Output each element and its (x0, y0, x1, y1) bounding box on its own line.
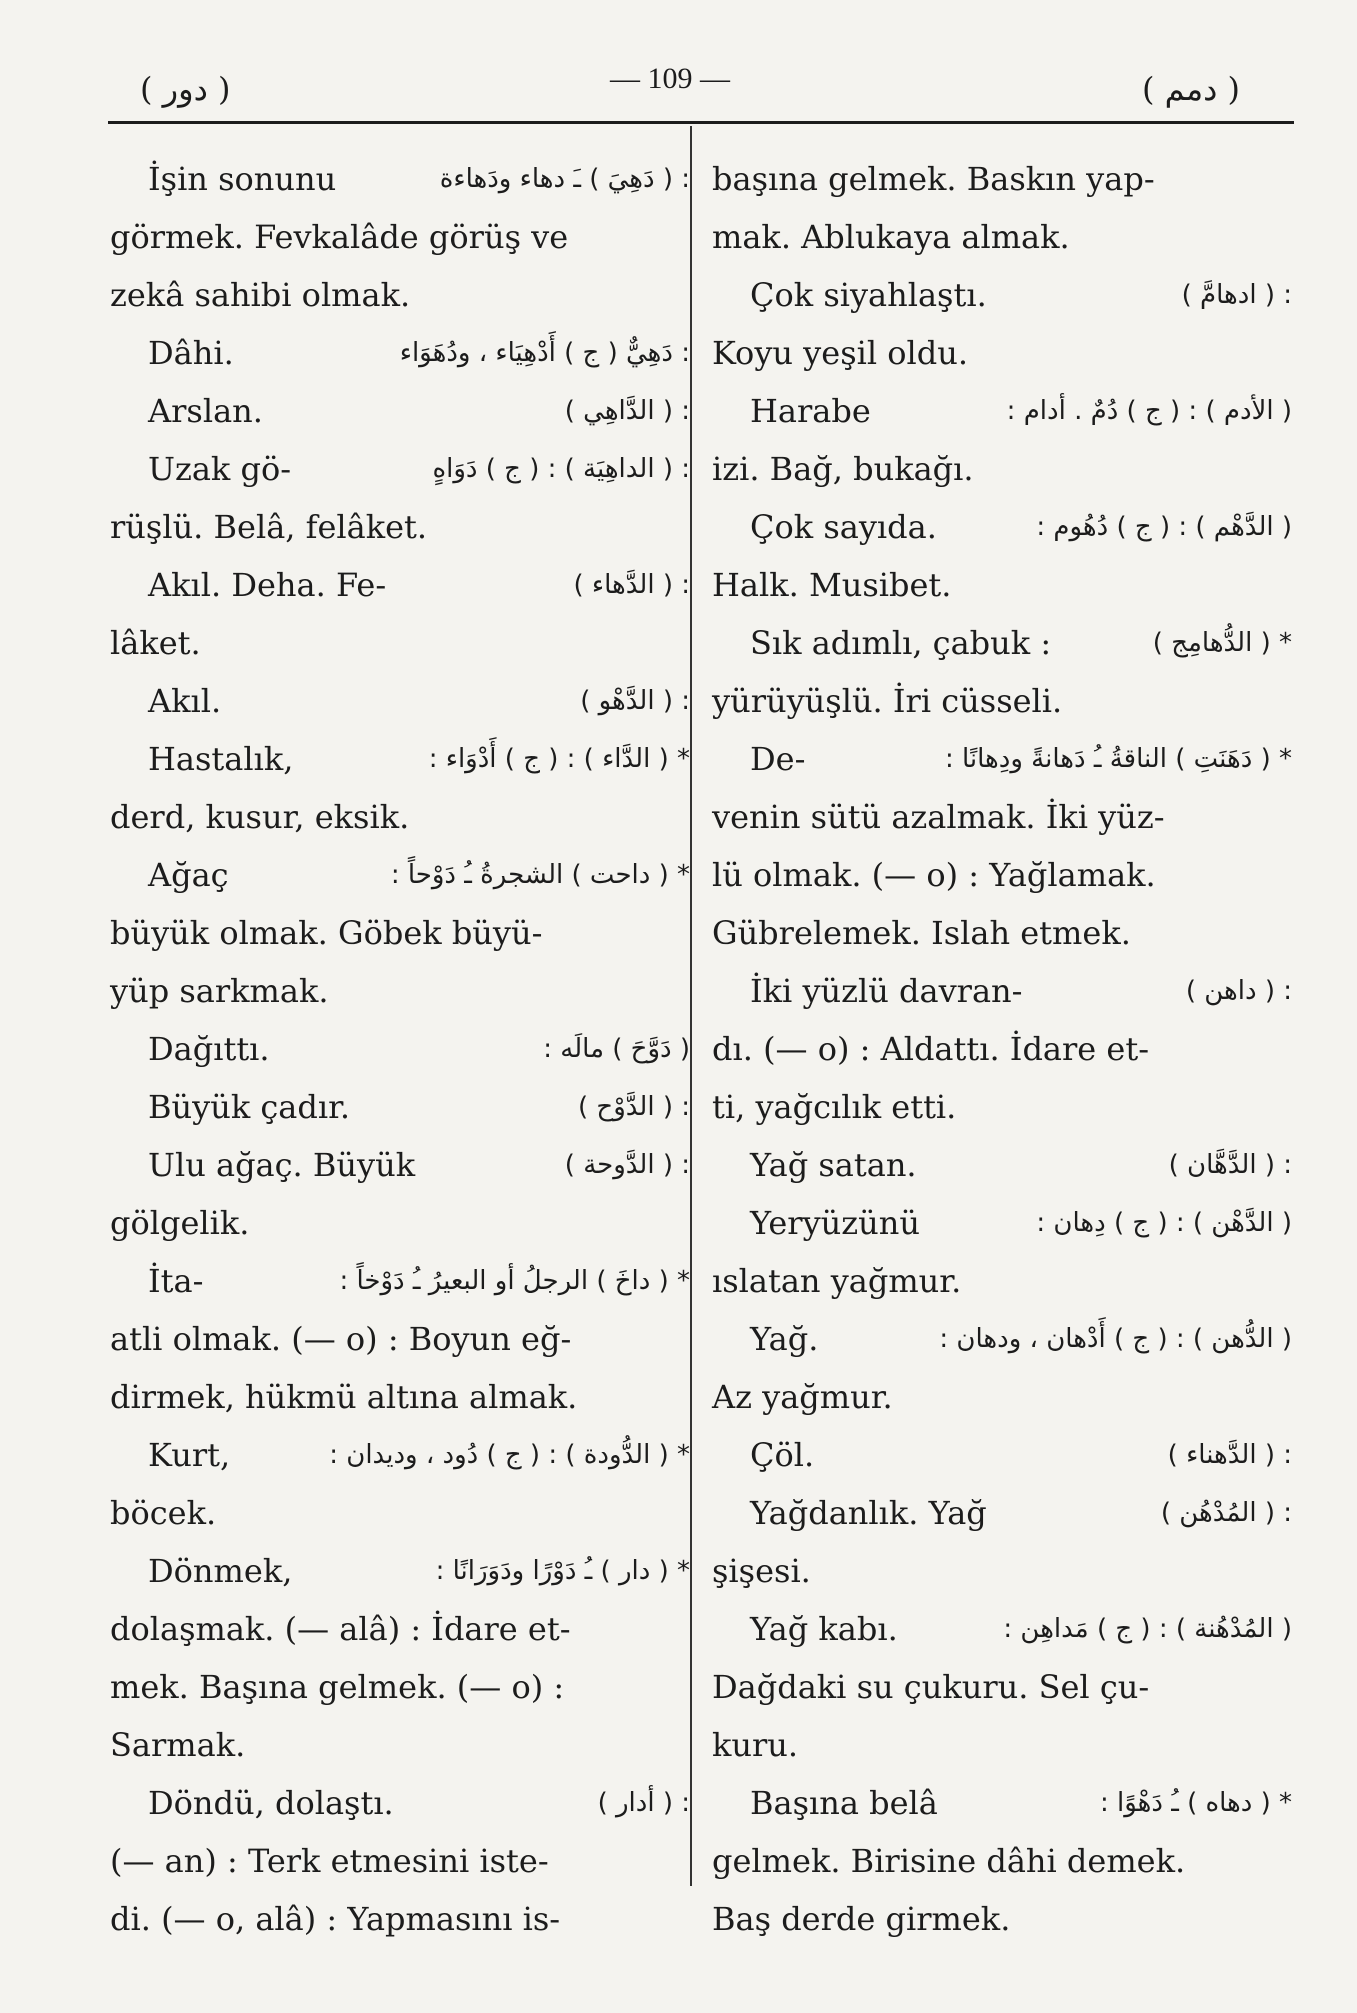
page-number: — 109 — (610, 62, 730, 95)
turkish-text: Yağ satan. (750, 1146, 917, 1184)
turkish-text: izi. Bağ, bukağı. (712, 450, 974, 488)
entry-line (712, 1600, 1292, 1658)
turkish-text: şişesi. (712, 1552, 811, 1590)
arabic-headword: : ( أدار ) (597, 1788, 690, 1818)
turkish-text: İta- (148, 1262, 204, 1300)
arabic-headword: * ( دهاه ) ـُ دَهْوًا : (1099, 1788, 1292, 1818)
arabic-headword: ( الأدم ) : ( ج ) دُمٌ . أدام : (1006, 396, 1292, 426)
arabic-headword: : ( الدَّهاء ) (573, 570, 690, 600)
entry-line (110, 150, 690, 208)
entry-line (110, 556, 690, 614)
turkish-text: Yağ kabı. (750, 1610, 898, 1648)
header-rule (108, 121, 1294, 124)
turkish-text: ıslatan yağmur. (712, 1262, 962, 1300)
turkish-text: mak. Ablukaya almak. (712, 218, 1070, 256)
turkish-text: Uzak gö- (148, 450, 292, 488)
turkish-text: atli olmak. (— o) : Boyun eğ- (110, 1320, 572, 1358)
turkish-text: Büyük çadır. (148, 1088, 351, 1126)
turkish-text: (— an) : Terk etmesini iste- (110, 1842, 549, 1880)
entry-line (712, 1310, 1292, 1368)
turkish-text: Dağdaki su çukuru. Sel çu- (712, 1668, 1150, 1706)
turkish-text: İşin sonunu (148, 160, 337, 198)
entry-line (712, 324, 1292, 382)
turkish-text: dolaşmak. (— alâ) : İdare et- (110, 1610, 571, 1648)
entry-line (110, 1890, 690, 1948)
turkish-text: böcek. (110, 1494, 217, 1532)
entry-line (110, 1832, 690, 1890)
arabic-headword: : ( الدَّوْح ) (578, 1092, 690, 1122)
entry-line (110, 614, 690, 672)
turkish-text: yürüyüşlü. İri cüsseli. (712, 682, 1063, 720)
entry-line (110, 1716, 690, 1774)
entry-line (110, 1194, 690, 1252)
turkish-text: di. (— o, alâ) : Yapmasını is- (110, 1900, 561, 1938)
entry-line (712, 1426, 1292, 1484)
turkish-text: yüp sarkmak. (110, 972, 329, 1010)
arabic-headword: * ( دار ) ـُ دَوْرًا ودَوَرَانًا : (435, 1556, 690, 1586)
entry-line (712, 614, 1292, 672)
page-header (140, 62, 1240, 112)
turkish-text: Akıl. Deha. Fe- (148, 566, 387, 604)
entry-line (712, 556, 1292, 614)
turkish-text: Arslan. (148, 392, 263, 430)
header-right-guide-word: ( دمم ) (1142, 70, 1240, 108)
arabic-headword: : ( الدَّوحة ) (564, 1150, 690, 1180)
turkish-text: Çok sayıda. (750, 508, 937, 546)
entry-line (712, 904, 1292, 962)
arabic-headword: * ( الدُّودة ) : ( ج ) دُود ، وديدان : (329, 1440, 690, 1470)
arabic-headword: : ( الدَّهناء ) (1167, 1440, 1292, 1470)
turkish-text: De- (750, 740, 806, 778)
entry-line (110, 1078, 690, 1136)
entry-line (712, 1136, 1292, 1194)
arabic-headword: : ( المُدْهُن ) (1160, 1498, 1292, 1528)
turkish-text: dı. (— o) : Aldattı. İdare et- (712, 1030, 1150, 1068)
header-left-guide-word: ( دور ) (140, 70, 231, 108)
entry-line (110, 1310, 690, 1368)
turkish-text: Halk. Musibet. (712, 566, 952, 604)
turkish-text: kuru. (712, 1726, 799, 1764)
turkish-text: derd, kusur, eksik. (110, 798, 410, 836)
turkish-text: lü olmak. (— o) : Yağlamak. (712, 856, 1156, 894)
turkish-text: Hastalık, (148, 740, 294, 778)
entry-line (712, 266, 1292, 324)
entry-line (110, 208, 690, 266)
turkish-text: Dâhi. (148, 334, 234, 372)
entry-line (712, 672, 1292, 730)
entry-line (712, 382, 1292, 440)
entry-line (712, 1252, 1292, 1310)
entry-line (712, 1484, 1292, 1542)
entry-line (110, 440, 690, 498)
entry-line (110, 1658, 690, 1716)
entry-line (712, 1020, 1292, 1078)
turkish-text: Yağdanlık. Yağ (750, 1494, 987, 1532)
entry-line (110, 324, 690, 382)
arabic-headword: * ( داحت ) الشجرةُ ـُ دَوْحاً : (390, 860, 690, 890)
entry-line (110, 1368, 690, 1426)
turkish-text: ti, yağcılık etti. (712, 1088, 957, 1126)
turkish-text: Sarmak. (110, 1726, 246, 1764)
entry-line (712, 1832, 1292, 1890)
arabic-headword: * ( دَهَنَتِ ) الناقةُ ـُ دَهانةً ودِهانًا : (944, 744, 1292, 774)
arabic-headword: : ( الداهِيَة ) : ( ج ) دَوَاهٍ (432, 454, 690, 484)
turkish-text: Kurt, (148, 1436, 231, 1474)
turkish-text: Baş derde girmek. (712, 1900, 1011, 1938)
entry-line (110, 498, 690, 556)
column-divider (690, 126, 692, 1886)
entry-line (110, 1484, 690, 1542)
entry-line (712, 1774, 1292, 1832)
arabic-headword: ( دَوَّحَ ) مالَه : (543, 1034, 690, 1064)
turkish-text: büyük olmak. Göbek büyü- (110, 914, 543, 952)
turkish-text: rüşlü. Belâ, felâket. (110, 508, 428, 546)
turkish-text: gölgelik. (110, 1204, 250, 1242)
arabic-headword: * ( داخَ ) الرجلُ أو البعيرُ ـُ دَوْخاً : (339, 1266, 690, 1296)
entry-line (712, 730, 1292, 788)
turkish-text: Çok siyahlaştı. (750, 276, 987, 314)
turkish-text: Döndü, dolaştı. (148, 1784, 394, 1822)
turkish-text: Gübrelemek. Islah etmek. (712, 914, 1131, 952)
turkish-text: Koyu yeşil oldu. (712, 334, 969, 372)
entry-line (712, 1078, 1292, 1136)
turkish-text: Akıl. (148, 682, 222, 720)
turkish-text: Ulu ağaç. Büyük (148, 1146, 416, 1184)
entry-line (110, 382, 690, 440)
turkish-text: görmek. Fevkalâde görüş ve (110, 218, 569, 256)
entry-line (110, 1252, 690, 1310)
turkish-text: dirmek, hükmü altına almak. (110, 1378, 578, 1416)
arabic-headword: : ( الدَّاهِي ) (564, 396, 690, 426)
entry-line (712, 962, 1292, 1020)
entry-line (712, 1368, 1292, 1426)
entry-line (712, 1890, 1292, 1948)
arabic-headword: : دَهِيٌّ ( ج ) أَدْهِيَاء ، ودُهَوَاء (399, 338, 690, 368)
turkish-text: gelmek. Birisine dâhi demek. (712, 1842, 1186, 1880)
arabic-headword: : ( داهن ) (1185, 976, 1292, 1006)
entry-line (110, 1136, 690, 1194)
turkish-text: Dağıttı. (148, 1030, 270, 1068)
entry-line (110, 1774, 690, 1832)
turkish-text: venin sütü azalmak. İki yüz- (712, 798, 1165, 836)
entry-line (712, 788, 1292, 846)
turkish-text: Dönmek, (148, 1552, 293, 1590)
entry-line (712, 1542, 1292, 1600)
entry-line (712, 846, 1292, 904)
entry-line (712, 1716, 1292, 1774)
right-column (712, 150, 1292, 1948)
entry-line (110, 1542, 690, 1600)
entry-line (110, 1426, 690, 1484)
arabic-headword: : ( دَهِيَ ) ـَ دهاء ودَهاءة (439, 164, 690, 194)
turkish-text: Çöl. (750, 1436, 815, 1474)
turkish-text: zekâ sahibi olmak. (110, 276, 411, 314)
arabic-headword: * ( الدُّهامِج ) (1152, 628, 1292, 658)
arabic-headword: : ( ادهامَّ ) (1181, 280, 1292, 310)
turkish-text: Yeryüzünü (750, 1204, 920, 1242)
arabic-headword: ( الدَّهْم ) : ( ج ) دُهُوم : (1036, 512, 1292, 542)
turkish-text: Başına belâ (750, 1784, 938, 1822)
entry-line (110, 1020, 690, 1078)
arabic-headword: ( الدَّهْن ) : ( ج ) دِهان : (1036, 1208, 1292, 1238)
entry-line (110, 672, 690, 730)
arabic-headword: ( الدُّهن ) : ( ج ) أَدْهان ، ودهان : (939, 1324, 1292, 1354)
entry-line (110, 904, 690, 962)
turkish-text: başına gelmek. Baskın yap- (712, 160, 1155, 198)
entry-line (712, 208, 1292, 266)
entry-line (110, 730, 690, 788)
arabic-headword: ( المُدْهُنة ) : ( ج ) مَداهِن : (1003, 1614, 1292, 1644)
entry-line (712, 150, 1292, 208)
entry-line (712, 498, 1292, 556)
entry-line (110, 266, 690, 324)
turkish-text: Az yağmur. (712, 1378, 893, 1416)
entry-line (712, 1658, 1292, 1716)
entry-line (110, 1600, 690, 1658)
turkish-text: İki yüzlü davran- (750, 972, 1023, 1010)
entry-line (712, 1194, 1292, 1252)
turkish-text: lâket. (110, 624, 201, 662)
turkish-text: Sık adımlı, çabuk : (750, 624, 1052, 662)
entry-line (110, 846, 690, 904)
arabic-headword: : ( الدَّهْو ) (580, 686, 690, 716)
arabic-headword: * ( الدَّاء ) : ( ج ) أَدْوَاء : (428, 744, 690, 774)
turkish-text: mek. Başına gelmek. (— o) : (110, 1668, 565, 1706)
left-column (110, 150, 690, 1948)
arabic-headword: : ( الدَّهَّان ) (1168, 1150, 1292, 1180)
turkish-text: Ağaç (148, 856, 229, 894)
entry-line (110, 962, 690, 1020)
turkish-text: Harabe (750, 392, 871, 430)
entry-line (712, 440, 1292, 498)
turkish-text: Yağ. (750, 1320, 819, 1358)
entry-line (110, 788, 690, 846)
